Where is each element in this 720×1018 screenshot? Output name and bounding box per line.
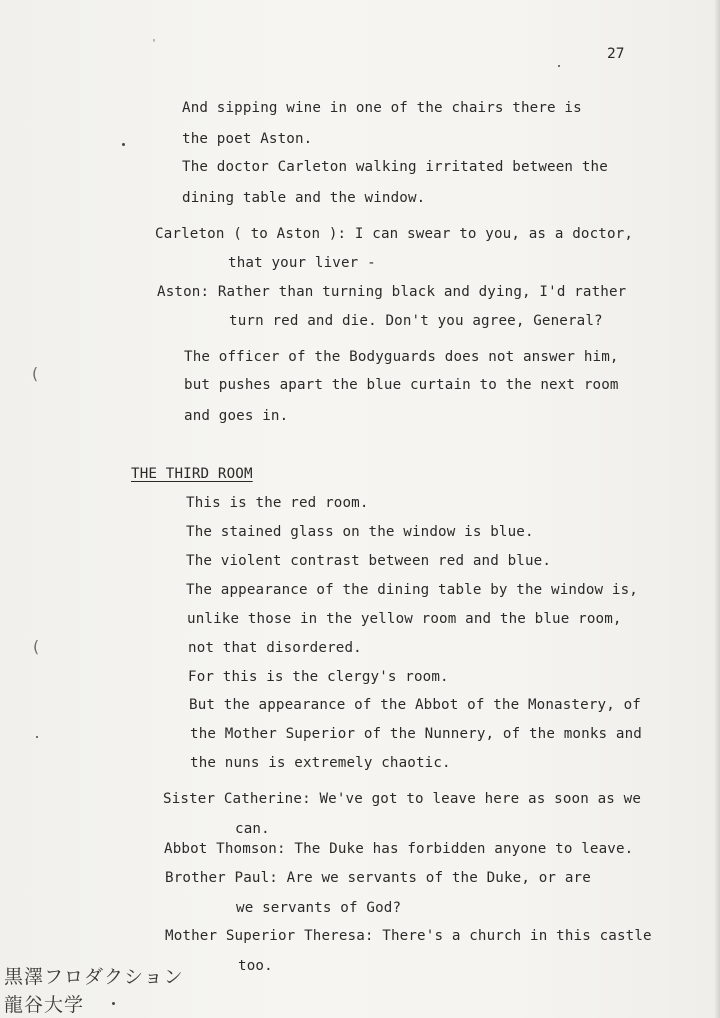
action-line: but pushes apart the blue curtain to the next room xyxy=(184,377,619,393)
dialogue-continuation: too. xyxy=(238,958,273,974)
dialogue-continuation: can. xyxy=(235,821,270,837)
dialogue-continuation: turn red and die. Don't you agree, General? xyxy=(229,313,603,329)
dialogue-line: Mother Superior Theresa: There's a church in this castle xyxy=(165,928,652,944)
section-heading: THE THIRD ROOM xyxy=(131,466,253,482)
description-line: The appearance of the dining table by the window is, xyxy=(186,582,638,598)
stray-dot xyxy=(36,736,38,738)
description-line: For this is the clergy's room. xyxy=(188,669,449,685)
dialogue-continuation: that your liver - xyxy=(228,255,376,271)
dialogue-continuation: we servants of God? xyxy=(236,900,402,916)
archive-watermark-line2: 龍谷大学 xyxy=(4,994,85,1016)
page-edge-shadow xyxy=(714,0,720,1018)
dialogue-line: Sister Catherine: We've got to leave here as soon as we xyxy=(163,791,642,807)
punch-hole-mark: ( xyxy=(31,637,41,656)
dialogue-line: Abbot Thomson: The Duke has forbidden anyone to leave. xyxy=(164,841,634,857)
stray-dot xyxy=(122,143,125,146)
description-line: But the appearance of the Abbot of the Monastery, of xyxy=(189,697,641,713)
stray-dot xyxy=(558,65,560,67)
scene-line: The doctor Carleton walking irritated between the xyxy=(182,159,608,175)
description-line: The violent contrast between red and blue. xyxy=(186,553,552,569)
description-line: The stained glass on the window is blue. xyxy=(186,524,534,540)
description-line: This is the red room. xyxy=(186,495,369,511)
action-line: The officer of the Bodyguards does not answer him, xyxy=(184,349,619,365)
stray-mark: ' xyxy=(151,38,158,49)
page-number: 27 xyxy=(607,46,625,62)
description-line: unlike those in the yellow room and the blue room, xyxy=(187,611,622,627)
action-line: and goes in. xyxy=(184,408,289,424)
scene-line: the poet Aston. xyxy=(182,131,313,147)
stray-dot xyxy=(112,1002,115,1005)
dialogue-line: Brother Paul: Are we servants of the Duke, or are xyxy=(165,870,591,886)
archive-watermark-line1: 黒澤フロダクション xyxy=(4,966,184,988)
description-line: the Mother Superior of the Nunnery, of the monks and xyxy=(190,726,642,742)
scene-line: dining table and the window. xyxy=(182,190,426,206)
dialogue-line: Aston: Rather than turning black and dying, I'd rather xyxy=(157,284,627,300)
scene-line: And sipping wine in one of the chairs there is xyxy=(182,100,582,116)
dialogue-line: Carleton ( to Aston ): I can swear to you, as a doctor, xyxy=(155,226,634,242)
description-line: the nuns is extremely chaotic. xyxy=(190,755,451,771)
description-line: not that disordered. xyxy=(188,640,362,656)
punch-hole-mark: ( xyxy=(30,364,40,383)
